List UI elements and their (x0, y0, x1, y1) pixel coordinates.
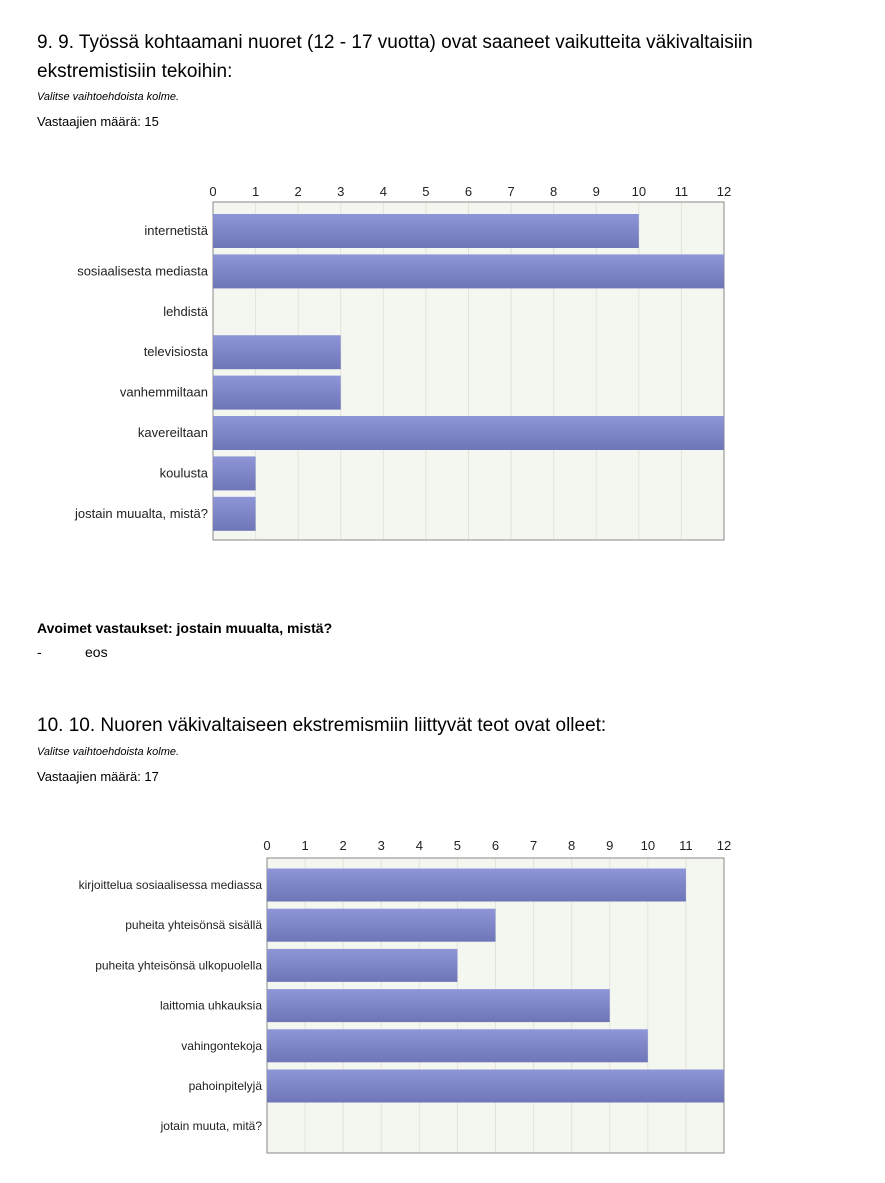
tick-label: 5 (453, 838, 462, 853)
tick-label: 6 (464, 184, 473, 199)
category-label: televisiosta (143, 344, 208, 360)
q9-title-line2: ekstremistisiin tekoihin: (37, 61, 233, 82)
open-answer-dash: - (37, 644, 42, 660)
category-label: jostain muualta, mistä? (75, 505, 208, 521)
tick-label: 0 (263, 838, 271, 853)
q9-hint: Valitse vaihtoehdoista kolme. (37, 91, 180, 103)
tick-label: 1 (251, 184, 260, 199)
q9-respondent-count: Vastaajien määrä: 15 (37, 114, 159, 129)
category-label: laittomia uhkauksia (159, 998, 262, 1013)
q9-bar-chart (0, 170, 885, 550)
category-label: jotain muuta, mitä? (160, 1119, 262, 1134)
tick-label: 2 (339, 838, 347, 853)
tick-label: 10 (640, 838, 656, 853)
tick-label: 2 (294, 184, 302, 199)
tick-label: 9 (606, 838, 614, 853)
category-label: puheita yhteisönsä ulkopuolella (95, 958, 262, 973)
bar (213, 214, 639, 248)
bar (267, 1029, 648, 1062)
tick-label: 1 (301, 838, 309, 853)
category-label: vahingontekoja (181, 1038, 262, 1053)
tick-label: 8 (550, 184, 558, 199)
open-answer-text: eos (85, 644, 108, 660)
tick-label: 10 (631, 184, 647, 199)
category-label: internetistä (144, 223, 208, 238)
tick-label: 6 (491, 838, 500, 853)
bar (213, 497, 256, 531)
bar (213, 254, 724, 288)
tick-label: 3 (337, 184, 345, 199)
q9-title-line1: 9. 9. Työssä kohtaamani nuoret (12 - 17 vuotta) ovat saaneet vaikutteita väkivaltaisiin (37, 32, 753, 53)
q10-hint: Valitse vaihtoehdoista kolme. (37, 746, 180, 758)
tick-label: 4 (415, 838, 423, 853)
bar (267, 989, 610, 1022)
category-label: pahoinpitelyjä (188, 1079, 262, 1093)
q10-bar-chart (0, 830, 885, 1170)
open-answers-title: Avoimet vastaukset: jostain muualta, mistä? (37, 620, 333, 636)
category-label: sosiaalisesta mediasta (77, 263, 208, 279)
open-answer-item (37, 644, 108, 660)
bar (267, 1070, 724, 1103)
bar (267, 949, 457, 982)
category-label: puheita yhteisönsä sisällä (125, 918, 262, 933)
category-label: lehdistä (163, 303, 208, 319)
category-label: kavereiltaan (137, 425, 208, 440)
bar (267, 909, 496, 942)
tick-label: 0 (209, 184, 217, 199)
category-label: vanhemmiltaan (119, 384, 208, 400)
tick-label: 5 (422, 184, 430, 199)
tick-label: 7 (529, 838, 538, 853)
tick-label: 3 (377, 838, 385, 853)
bar (213, 456, 256, 490)
tick-label: 12 (716, 838, 732, 853)
bar (213, 335, 341, 369)
q10-respondent-count: Vastaajien määrä: 17 (37, 769, 159, 784)
bar (213, 376, 341, 410)
tick-label: 11 (679, 838, 693, 853)
bar (267, 869, 686, 902)
tick-label: 4 (379, 184, 387, 199)
tick-label: 9 (592, 184, 600, 199)
category-label: koulusta (159, 465, 208, 481)
tick-label: 12 (716, 184, 732, 199)
tick-label: 11 (674, 184, 689, 199)
tick-label: 7 (507, 184, 515, 199)
tick-label: 8 (568, 838, 576, 853)
q10-title: 10. 10. Nuoren väkivaltaiseen ekstremismiin liittyvät teot ovat olleet: (37, 715, 607, 736)
bar (213, 416, 724, 450)
category-label: kirjoittelua sosiaalisessa mediassa (78, 878, 262, 892)
